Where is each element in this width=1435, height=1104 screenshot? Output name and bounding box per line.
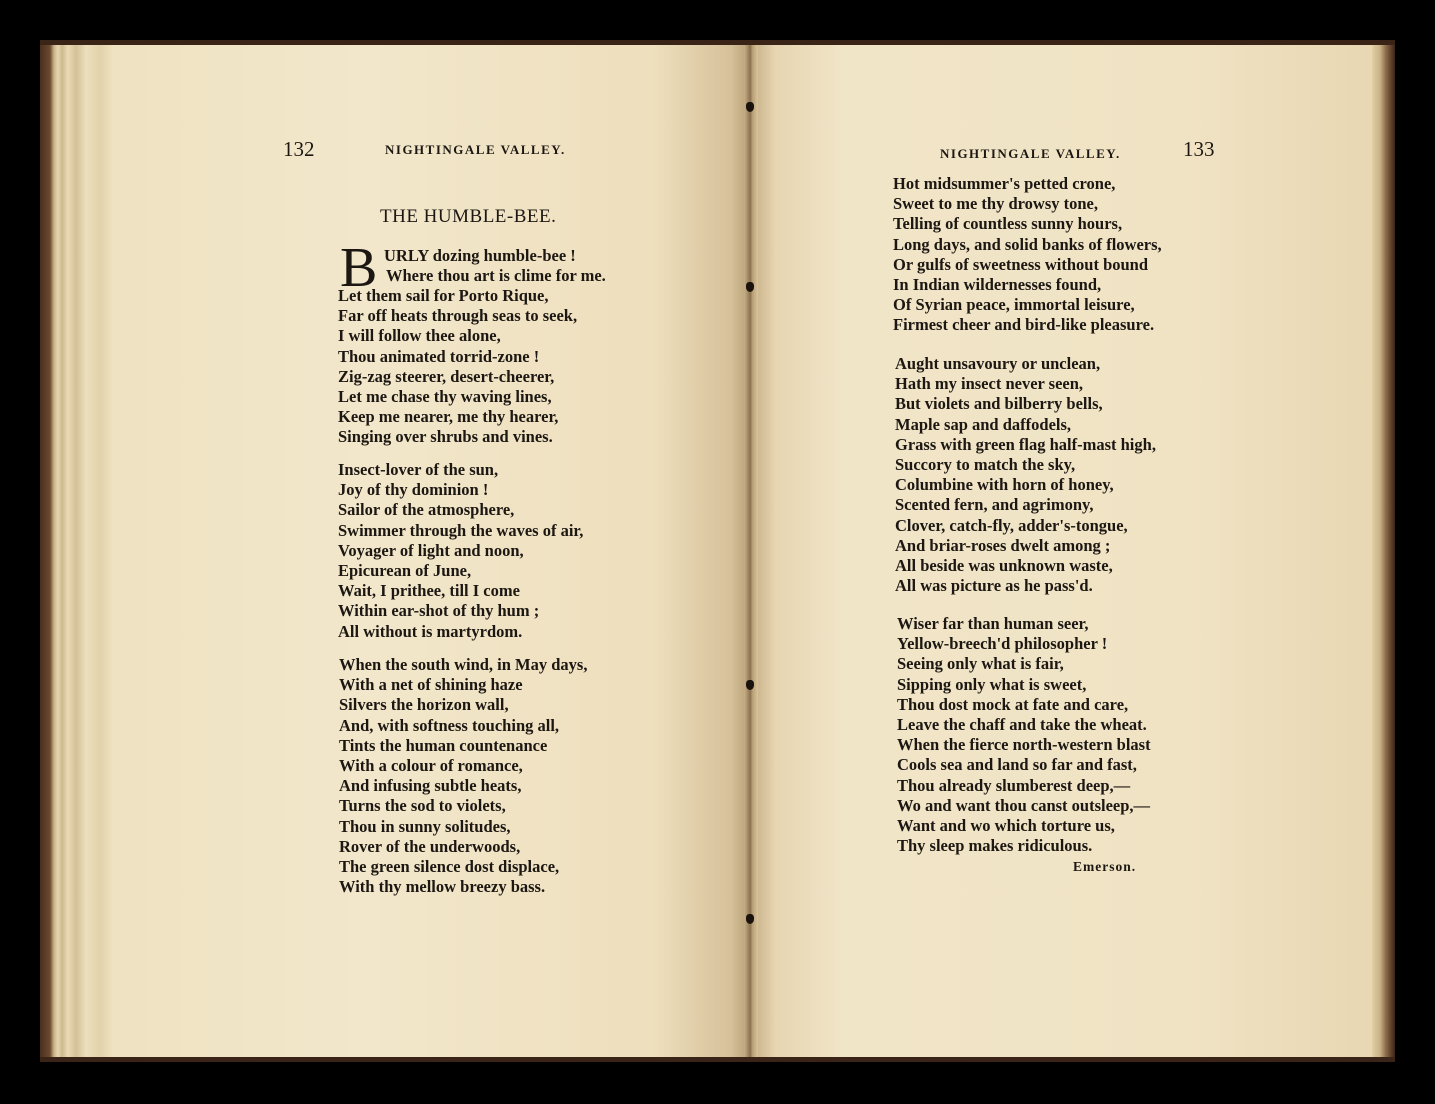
poem-line: Succory to match the sky, [895,455,1076,475]
poem-line: Sailor of the atmosphere, [338,500,515,520]
poem-line: The green silence dost displace, [339,857,560,877]
poem-line: Of Syrian peace, immortal leisure, [893,295,1135,315]
poem-line: With a net of shining haze [339,675,523,695]
poem-line: And infusing subtle heats, [339,776,522,796]
poem-line: Aught unsavoury or unclean, [895,354,1101,373]
poem-line: Where thou art is clime for me. [386,266,606,285]
poem-line: Leave the chaff and take the wheat. [897,715,1147,735]
poem-line: But violets and bilberry bells, [895,394,1103,414]
stanza-right-1 [893,174,1162,336]
author-signature: Emerson. [1073,859,1137,874]
poem-line: Thou dost mock at fate and care, [897,694,1129,714]
poem-line: Maple sap and daffodels, [895,414,1072,434]
poem-line: I will follow thee alone, [338,326,501,346]
poem-line: Voyager of light and noon, [338,540,524,560]
poem-line: Let them sail for Porto Rique, [338,286,549,305]
poem-line: Or gulfs of sweetness without bound [893,254,1149,274]
poem-line: Turns the sod to violets, [339,796,506,816]
poem-line: Want and wo which torture us, [897,816,1115,836]
page-edges-right [1372,45,1395,1057]
poem-line: Insect-lover of the sun, [338,460,499,479]
poem-line: Columbine with horn of honey, [895,475,1114,495]
binding-stitch [746,282,754,292]
poem-title: THE HUMBLE-BEE. [380,206,557,227]
stanza-left-1 [338,286,577,448]
poem-line: Thou already slumberest deep,— [897,775,1131,795]
poem-line: Telling of countless sunny hours, [893,214,1123,234]
poem-line: All was picture as he pass'd. [895,576,1093,596]
poem-line: Seeing only what is fair, [897,654,1064,674]
poem-line: Wo and want thou canst outsleep,— [897,795,1151,815]
poem-line: Clover, catch-fly, adder's-tongue, [895,515,1128,535]
poem-line: Swimmer through the waves of air, [338,520,584,540]
binding-stitch [746,680,754,690]
poem-line: Keep me nearer, me thy hearer, [338,407,559,427]
poem-line: Silvers the horizon wall, [339,695,509,715]
poem-line: Firmest cheer and bird-like pleasure. [893,315,1155,335]
book-gutter [744,45,758,1057]
poem-line: Hath my insect never seen, [895,374,1084,394]
poem-line: Hot midsummer's petted crone, [893,174,1116,193]
page-number-right: 133 [1183,137,1215,161]
poem-line: All beside was unknown waste, [895,556,1113,576]
poem-line: Tints the human countenance [339,735,548,755]
stanza-left-2 [338,460,583,642]
poem-line: When the south wind, in May days, [339,655,588,674]
poem-line: Joy of thy dominion ! [338,480,489,500]
poem-line: Within ear-shot of thy hum ; [338,601,540,621]
poem-line: With thy mellow breezy bass. [339,877,546,897]
poem-line: When the fierce north-western blast [897,735,1151,755]
poem-line: Singing over shrubs and vines. [338,427,553,447]
poem-line: And, with softness touching all, [339,715,560,735]
poem-line: Sipping only what is sweet, [897,674,1087,694]
stanza-right-2 [895,354,1156,596]
page-number-left: 132 [283,137,315,161]
poem-line: Wiser far than human seer, [897,614,1089,633]
page-edges-left [40,45,112,1057]
running-head-left: NIGHTINGALE VALLEY. [385,142,566,157]
poem-line: Grass with green flag half-mast high, [895,434,1156,454]
binding-stitch [746,914,754,924]
poem-line: In Indian wildernesses found, [893,275,1102,295]
poem-line: Scented fern, and agrimony, [895,495,1094,515]
poem-line: Wait, I prithee, till I come [338,581,520,601]
stanza-left-3 [339,655,587,897]
poem-line: URLY dozing humble-bee ! [384,246,576,265]
poem-line: Thy sleep makes ridiculous. [897,836,1093,856]
poem-line: Yellow-breech'd philosopher ! [897,634,1108,654]
poem-line: Sweet to me thy drowsy tone, [893,194,1099,214]
poem-line: Far off heats through seas to seek, [338,306,578,326]
poem-line: Zig-zag steerer, desert-cheerer, [338,366,555,386]
poem-line: Rover of the underwoods, [339,836,521,856]
poem-line: Thou in sunny solitudes, [339,816,511,836]
poem-line: Let me chase thy waving lines, [338,387,552,407]
poem-line: All without is martyrdom. [338,621,523,641]
running-head-right: NIGHTINGALE VALLEY. [940,146,1121,161]
stanza-right-3 [897,614,1151,856]
drop-cap: B [340,237,378,299]
poem-line: Epicurean of June, [338,561,472,581]
binding-stitch [746,102,754,112]
poem-line: With a colour of romance, [339,756,523,776]
poem-line: And briar-roses dwelt among ; [895,535,1111,555]
poem-line: Thou animated torrid-zone ! [338,346,540,366]
poem-line: Long days, and solid banks of flowers, [893,234,1162,254]
poem-line: Cools sea and land so far and fast, [897,755,1137,775]
